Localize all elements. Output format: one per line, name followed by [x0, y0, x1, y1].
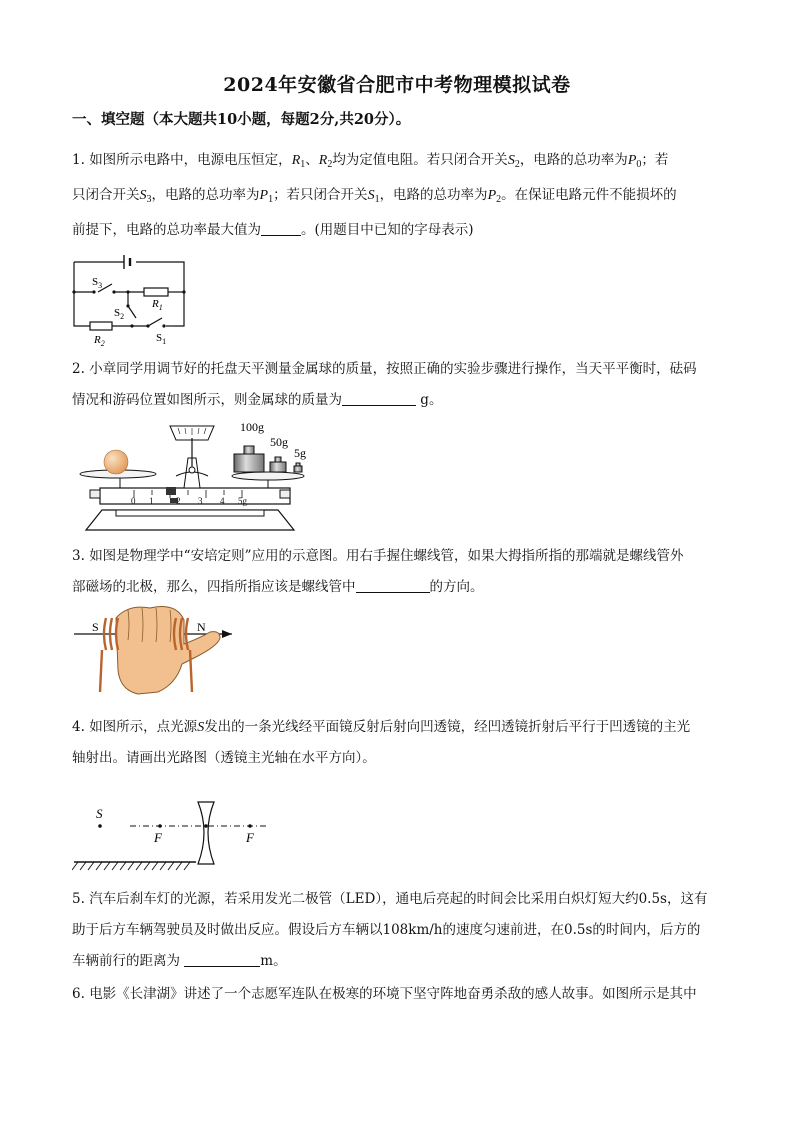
weight-100g-label: 100g: [240, 420, 264, 434]
svg-text:5g: 5g: [238, 496, 247, 506]
svg-text:1: 1: [149, 496, 154, 506]
page-title: 2024年安徽省合肥市中考物理模拟试卷: [223, 74, 571, 96]
focal-point-right: F: [246, 830, 254, 845]
weight-5g-label: 5g: [294, 446, 306, 460]
section-heading: 一、填空题（本大题共10小题，每题2分,共20分）。: [72, 111, 411, 128]
svg-text:0: 0: [131, 496, 136, 506]
r2-label: $R_2$: [94, 334, 105, 348]
answer-blank-5[interactable]: [184, 952, 260, 967]
s2-label: $S_2$: [114, 307, 125, 321]
circuit-diagram: [70, 252, 190, 348]
question-4: 4. 如图所示，点光源S发出的一条光线经平面镜反射后射向凹透镜，经凹透镜折射后平行于凹透镜的主光 轴射出。请画出光路图（透镜主光轴在水平方向）。: [72, 719, 691, 766]
optics-diagram: [72, 800, 272, 872]
s1-label: $S_1$: [156, 332, 167, 346]
s3-label: $S_3$: [92, 276, 103, 290]
svg-text:3: 3: [198, 496, 203, 506]
focal-point-left: F: [154, 830, 162, 845]
answer-blank-2[interactable]: [342, 391, 416, 406]
question-1: 1. 如图所示电路中，电源电压恒定，$R_1$、$R_2$均为定值电阻。若只闭合开关$S_2$，电路的总功率为$P_0$；若 只闭合开关$S_3$，电路的总功率为$P_1$；若只闭合开关$S_1$，电路的总功率为$P_2$。在保证电路元件不能损坏的 前提下，电路的总功率最大值为 。(用题目中已知的字母表示): [72, 152, 677, 238]
weight-50g-label: 50g: [270, 435, 288, 449]
solenoid-hand-diagram: [72, 600, 240, 700]
answer-blank-1[interactable]: [261, 221, 301, 236]
r1-label: $R_1$: [152, 298, 163, 312]
answer-blank-3[interactable]: [356, 578, 430, 593]
question-2: 2. 小章同学用调节好的托盘天平测量金属球的质量，按照正确的实验步骤进行操作，当天平平衡时，砝码 情况和游码位置如图所示，则金属球的质量为 g。: [72, 361, 697, 408]
south-pole-label: S: [92, 620, 99, 634]
question-3: 3. 如图是物理学中“安培定则”应用的示意图。用右手握住螺线管，如果大拇指所指的那端就是螺线管外 部磁场的北极，那么，四指所指应该是螺线管中 的方向。: [72, 548, 684, 595]
north-pole-label: N: [197, 620, 206, 634]
balance-diagram: [72, 418, 312, 536]
question-5: 5. 汽车后刹车灯的光源，若采用发光二极管（LED），通电后亮起的时间会比采用白炽灯短大约0.5s，这有 助于后方车辆驾驶员及时做出反应。假设后方车辆以108km/h的速度匀速前进，在0.5s的时间内，后方的 车辆前行的距离为 m。: [72, 891, 708, 969]
svg-text:2: 2: [176, 496, 181, 506]
question-6: 6. 电影《长津湖》讲述了一个志愿军连队在极寒的环境下坚守阵地奋勇杀敌的感人故事。如图所示是其中: [72, 986, 697, 1002]
svg-text:4: 4: [220, 496, 225, 506]
light-source-label: S: [96, 806, 103, 821]
